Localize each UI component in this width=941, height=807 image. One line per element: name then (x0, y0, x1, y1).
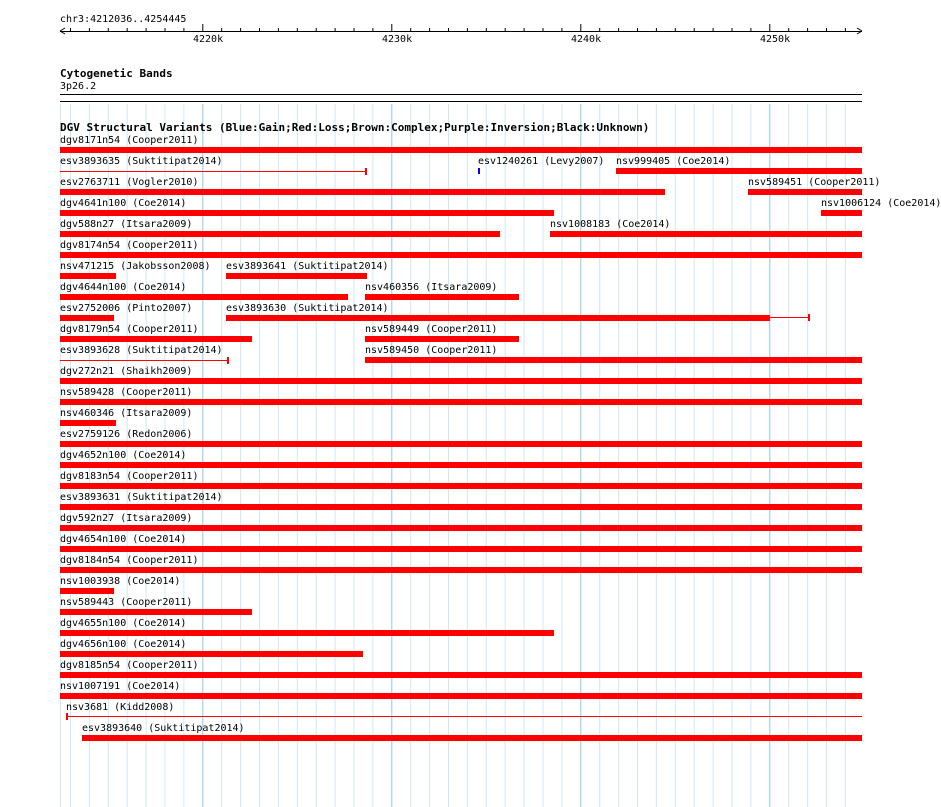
feature-label[interactable]: dgv4652n100 (Coe2014) (60, 450, 187, 461)
feature-bar[interactable] (365, 357, 862, 363)
feature-bar-extension[interactable] (770, 317, 809, 318)
feature-bar[interactable] (60, 588, 114, 594)
feature-bar[interactable] (60, 399, 862, 405)
feature-end-cap (365, 168, 367, 175)
dgv-track-title: DGV Structural Variants (Blue:Gain;Red:Loss;Brown:Complex;Purple:Inversion;Black:Unknown) (60, 121, 650, 134)
cytoband-track-title: Cytogenetic Bands (60, 67, 173, 80)
feature-label[interactable]: dgv592n27 (Itsara2009) (60, 513, 193, 524)
feature-bar[interactable] (550, 231, 862, 237)
feature-bar[interactable] (60, 441, 862, 447)
feature-label[interactable]: nsv1008183 (Coe2014) (550, 219, 671, 230)
feature-bar[interactable] (226, 273, 367, 279)
tick-label-4240k: 4240k (571, 34, 602, 45)
feature-label[interactable]: dgv8185n54 (Cooper2011) (60, 660, 199, 671)
ruler-right-arrow (857, 28, 862, 34)
feature-label[interactable]: dgv8174n54 (Cooper2011) (60, 240, 199, 251)
feature-label[interactable]: esv3893640 (Suktitipat2014) (82, 723, 245, 734)
feature-label[interactable]: esv2752006 (Pinto2007) (60, 303, 193, 314)
feature-bar[interactable] (60, 693, 862, 699)
feature-bar[interactable] (82, 735, 862, 741)
feature-bar[interactable] (60, 294, 348, 300)
tick-label-4230k: 4230k (382, 34, 413, 45)
feature-bar[interactable] (226, 315, 770, 321)
feature-label[interactable]: dgv4656n100 (Coe2014) (60, 639, 187, 650)
tick-label-4220k: 4220k (193, 34, 224, 45)
feature-bar[interactable] (365, 294, 519, 300)
feature-bar[interactable] (60, 273, 116, 279)
feature-label[interactable]: dgv588n27 (Itsara2009) (60, 219, 193, 230)
feature-label[interactable]: dgv4654n100 (Coe2014) (60, 534, 187, 545)
feature-label[interactable]: nsv471215 (Jakobsson2008) (60, 261, 211, 272)
feature-bar[interactable] (60, 147, 862, 153)
feature-label[interactable]: dgv8184n54 (Cooper2011) (60, 555, 199, 566)
feature-label[interactable]: nsv460356 (Itsara2009) (365, 282, 498, 293)
feature-bar[interactable] (60, 378, 862, 384)
feature-label[interactable]: nsv1003938 (Coe2014) (60, 576, 181, 587)
feature-bar[interactable] (60, 360, 228, 361)
feature-label[interactable]: nsv1006124 (Coe2014) (821, 198, 941, 209)
feature-label[interactable]: esv3893631 (Suktitipat2014) (60, 492, 223, 503)
feature-bar-gain[interactable] (478, 168, 480, 174)
feature-bar[interactable] (60, 171, 366, 172)
feature-label[interactable]: esv1240261 (Levy2007) (478, 156, 605, 167)
feature-bar[interactable] (60, 252, 862, 258)
feature-bar[interactable] (60, 546, 862, 552)
feature-bar[interactable] (60, 672, 862, 678)
feature-bar[interactable] (60, 504, 862, 510)
feature-bar[interactable] (60, 609, 252, 615)
feature-bar[interactable] (748, 189, 862, 195)
feature-label[interactable]: dgv4641n100 (Coe2014) (60, 198, 187, 209)
feature-bar[interactable] (60, 315, 114, 321)
feature-bar[interactable] (60, 462, 862, 468)
feature-label[interactable]: nsv999405 (Coe2014) (616, 156, 731, 167)
feature-bar[interactable] (60, 651, 363, 657)
feature-bar[interactable] (60, 231, 500, 237)
cytoband-line-bottom (60, 101, 862, 102)
feature-label[interactable]: nsv460346 (Itsara2009) (60, 408, 193, 419)
cytoband-label: 3p26.2 (60, 81, 97, 92)
feature-bar[interactable] (821, 210, 862, 216)
location-label: chr3:4212036..4254445 (60, 14, 187, 25)
ruler-left-arrow (60, 28, 65, 34)
feature-bar[interactable] (365, 336, 519, 342)
feature-bar[interactable] (60, 210, 554, 216)
feature-label[interactable]: dgv8171n54 (Cooper2011) (60, 135, 199, 146)
feature-end-cap (227, 357, 229, 364)
feature-label[interactable]: nsv3681 (Kidd2008) (66, 702, 175, 713)
feature-label[interactable]: nsv589449 (Cooper2011) (365, 324, 498, 335)
feature-label[interactable]: esv3893630 (Suktitipat2014) (226, 303, 389, 314)
ruler-ticks (0, 24, 890, 40)
feature-label[interactable]: dgv8183n54 (Cooper2011) (60, 471, 199, 482)
feature-bar[interactable] (60, 336, 252, 342)
cytoband-line-top (60, 94, 862, 95)
feature-label[interactable]: esv2759126 (Redon2006) (60, 429, 193, 440)
feature-label[interactable]: nsv589451 (Cooper2011) (748, 177, 881, 188)
feature-label[interactable]: nsv589443 (Cooper2011) (60, 597, 193, 608)
feature-bar[interactable] (66, 716, 862, 717)
feature-bar[interactable] (60, 567, 862, 573)
feature-label[interactable]: nsv1007191 (Coe2014) (60, 681, 181, 692)
feature-label[interactable]: esv3893635 (Suktitipat2014) (60, 156, 223, 167)
feature-bar[interactable] (60, 189, 665, 195)
feature-bar[interactable] (616, 168, 862, 174)
feature-label[interactable]: dgv4655n100 (Coe2014) (60, 618, 187, 629)
feature-label[interactable]: esv2763711 (Vogler2010) (60, 177, 199, 188)
feature-end-cap (808, 314, 810, 321)
feature-label[interactable]: nsv589428 (Cooper2011) (60, 387, 193, 398)
tick-label-4250k: 4250k (760, 34, 791, 45)
feature-start-cap (66, 713, 68, 720)
feature-label[interactable]: esv3893641 (Suktitipat2014) (226, 261, 389, 272)
feature-label[interactable]: esv3893628 (Suktitipat2014) (60, 345, 223, 356)
feature-label[interactable]: nsv589450 (Cooper2011) (365, 345, 498, 356)
feature-label[interactable]: dgv4644n100 (Coe2014) (60, 282, 187, 293)
feature-label[interactable]: dgv8179n54 (Cooper2011) (60, 324, 199, 335)
feature-label[interactable]: dgv272n21 (Shaikh2009) (60, 366, 193, 377)
feature-bar[interactable] (60, 483, 862, 489)
feature-bar[interactable] (60, 525, 862, 531)
feature-bar[interactable] (60, 420, 116, 426)
feature-bar[interactable] (60, 630, 554, 636)
